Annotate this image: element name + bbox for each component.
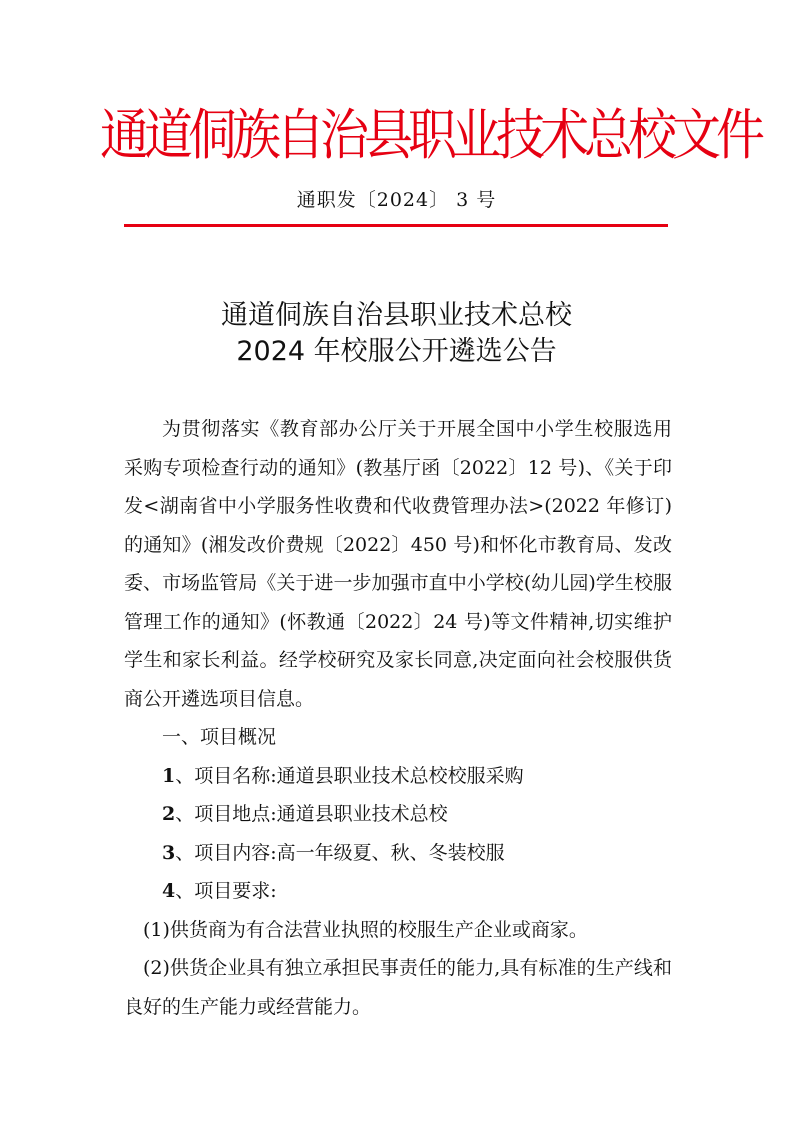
notice-body: [124, 410, 672, 1026]
item-number: 2: [162, 803, 176, 825]
list-item: [124, 872, 672, 911]
notice-title: [0, 298, 793, 370]
item-number: 1: [162, 764, 176, 787]
red-divider-line: [124, 224, 668, 227]
section-heading-project-overview: 一、项目概况: [162, 726, 277, 748]
requirement-paragraph: (2)供货企业具有独立承担民事责任的能力,具有标准的生产线和良好的生产能力或经营能力。: [124, 957, 672, 1018]
list-item: [124, 795, 672, 834]
list-item: [124, 834, 672, 873]
list-item: [124, 757, 672, 796]
item-number: 4: [162, 880, 176, 902]
org-file-title: 通道侗族自治县职业技术总校文件: [100, 103, 761, 168]
item-text: 、项目名称:通道县职业技术总校校服采购: [175, 764, 524, 787]
item-text: 、项目要求:: [175, 880, 277, 902]
requirement-paragraph: (1)供货商为有合法营业执照的校服生产企业或商家。: [143, 918, 588, 941]
item-text: 、项目内容:高一年级夏、秋、冬装校服: [175, 841, 505, 864]
item-number: 3: [162, 841, 176, 864]
intro-paragraph: 为贯彻落实《教育部办公厅关于开展全国中小学生校服选用采购专项检查行动的通知》(教基厅函〔2022〕12 号)、《关于印发<湖南省中小学服务性收费和代收费管理办法>(2022 年修订)的通知》(湘发改价费规〔2022〕450 号)和怀化市教育局、发改委、市场监管局《关于进一步加强市直中小学校(幼儿园)学生校服管理工作的通知》(怀教通〔2022〕24 号)等文件精神,切实维护学生和家长利益。经学校研究及家长同意,决定面向社会校服供货商公开遴选项目信息。: [124, 418, 672, 710]
notice-title-line-1: 通道侗族自治县职业技术总校: [221, 300, 572, 331]
item-text: 、项目地点:通道县职业技术总校: [175, 803, 448, 825]
document-number: 通职发〔2024〕 3 号: [296, 189, 497, 211]
notice-title-line-2: 2024 年校服公开遴选公告: [236, 336, 557, 367]
